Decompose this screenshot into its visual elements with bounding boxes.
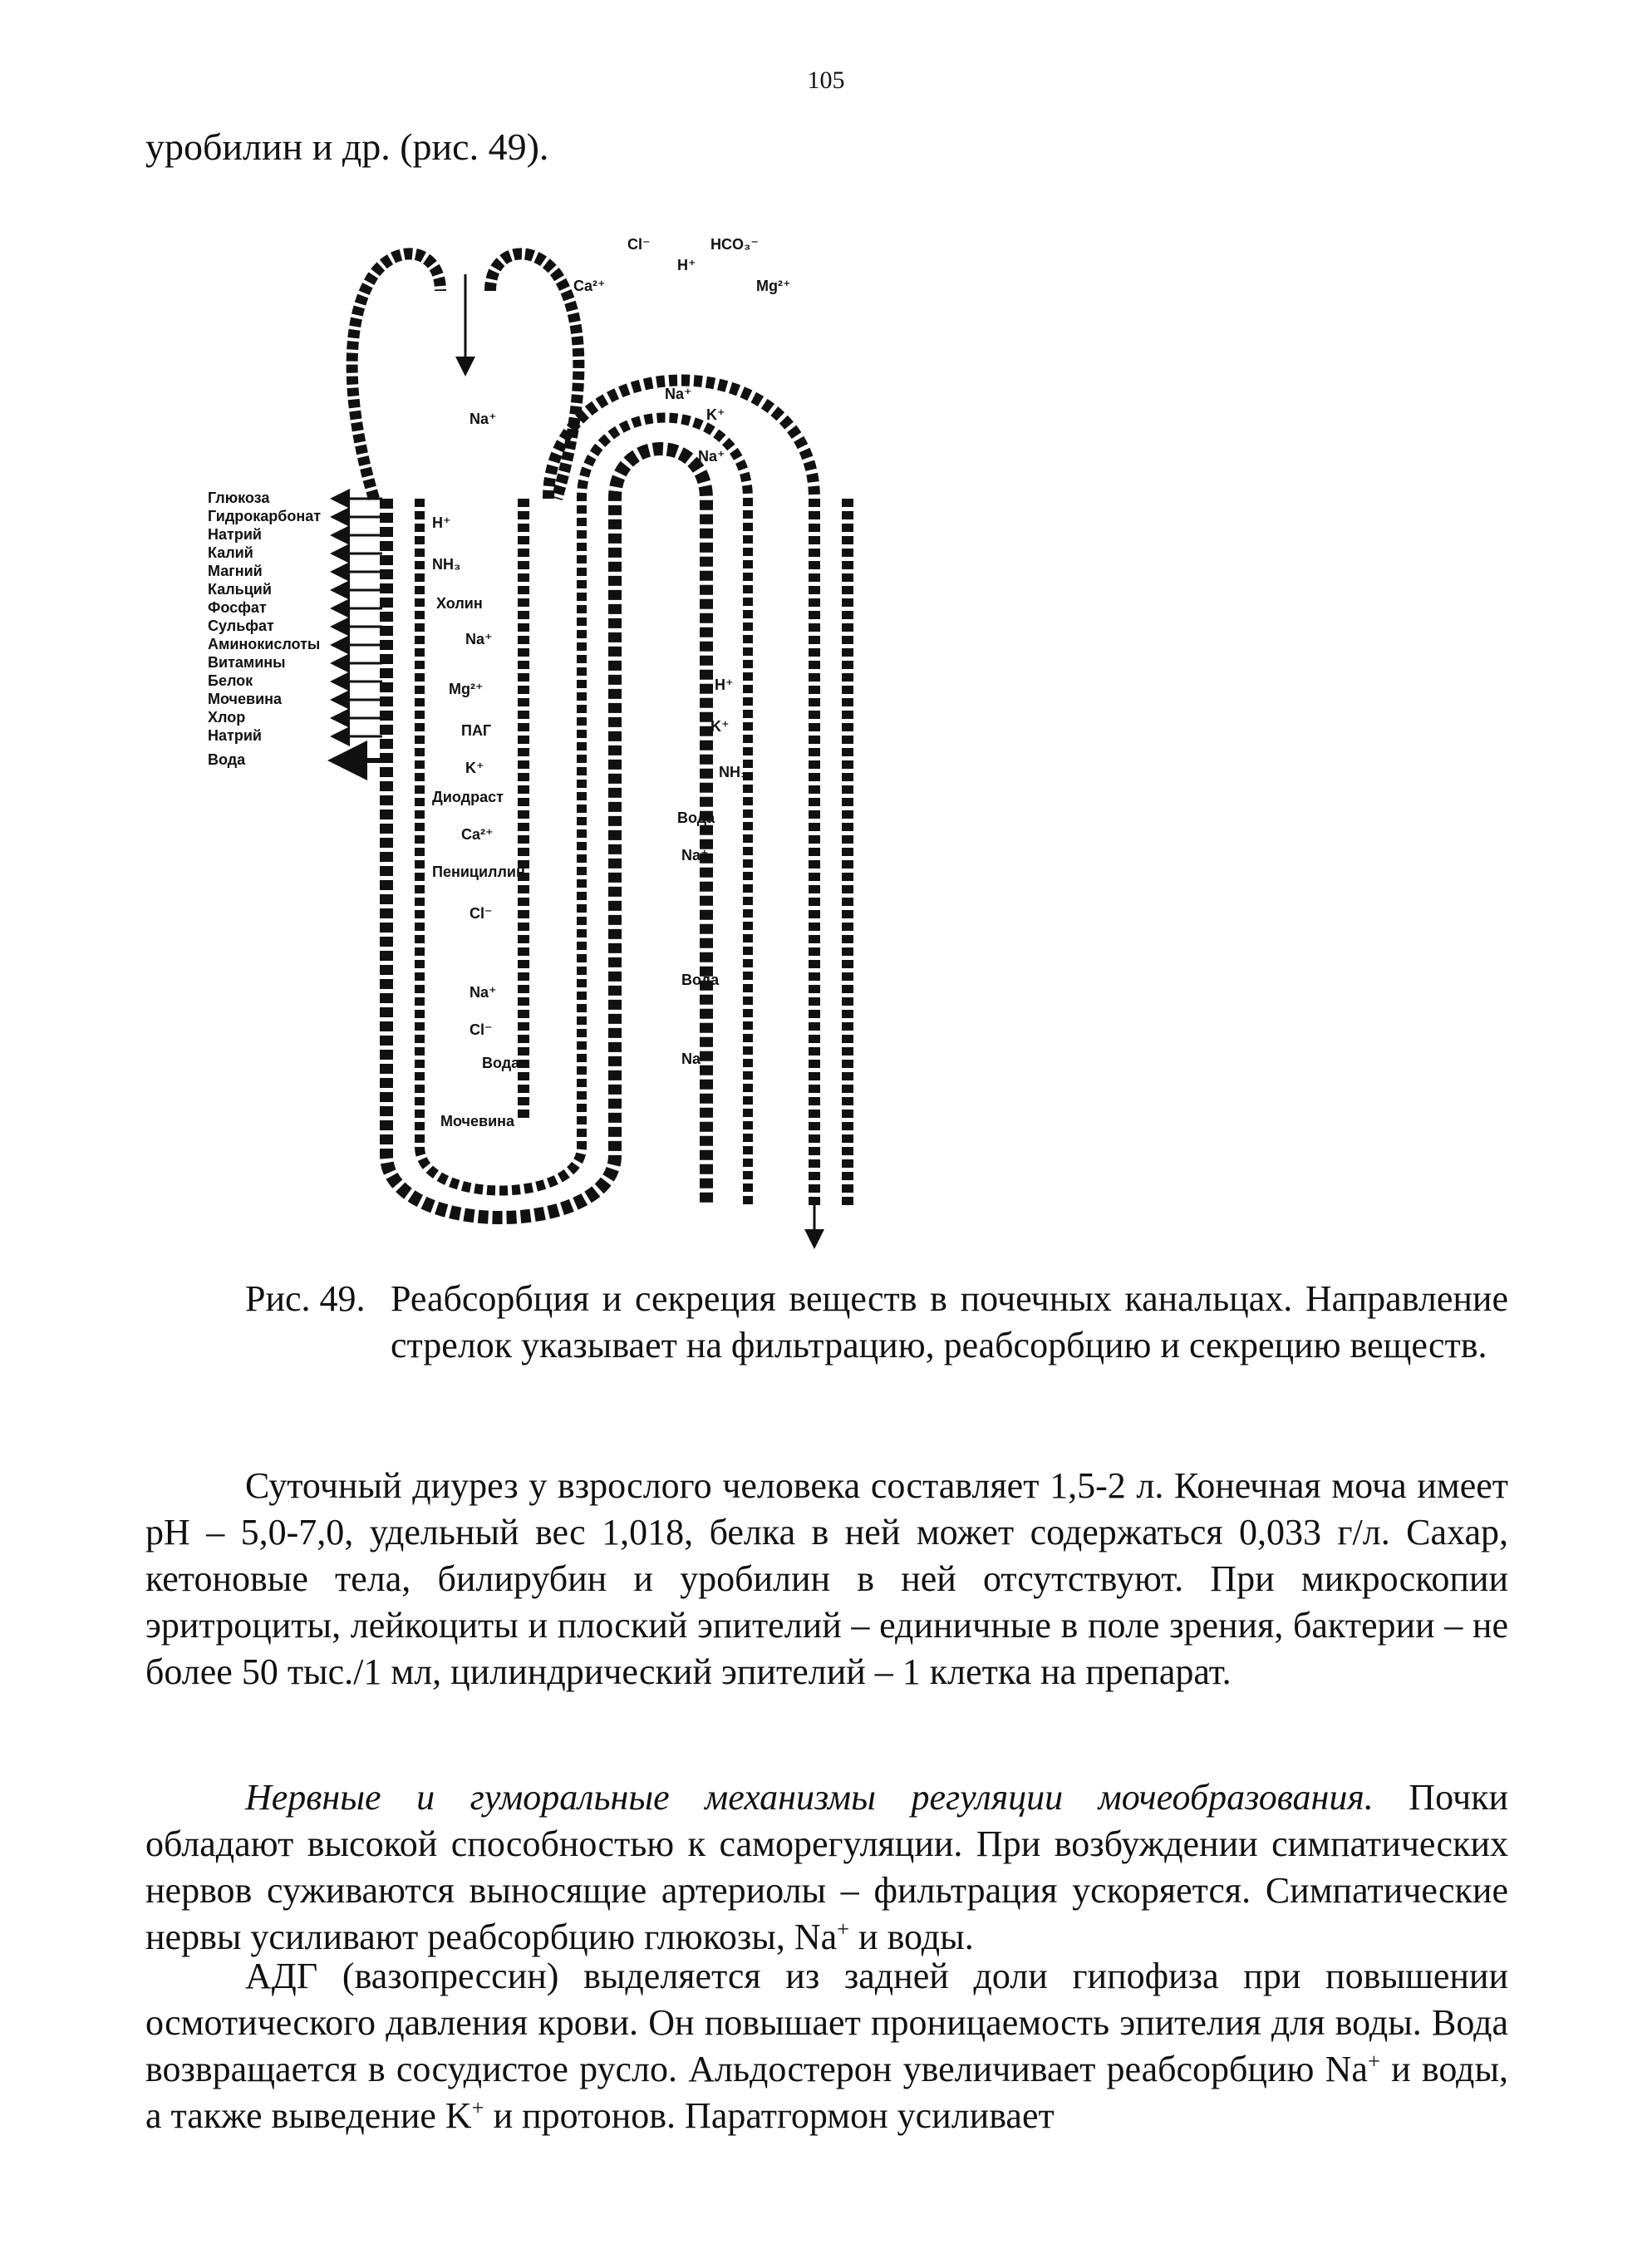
label-chloride: Хлор [208,709,246,726]
label-vitamins: Витамины [208,654,286,671]
label-loop-cl: Cl⁻ [470,1021,493,1038]
label-mg: Mg²⁺ [449,681,484,697]
label-diodrast: Диодраст [432,789,504,805]
left-arrows [332,499,382,760]
sup-plus: + [837,1916,850,1941]
label-choline: Холин [436,595,483,612]
label-urea: Мочевина [208,691,283,707]
label-h: H⁺ [432,514,451,531]
lead-line: уробилин и др. (рис. 49). [145,125,549,168]
figure-caption [245,1276,1508,1369]
section-heading: Нервные и гуморальные механизмы регуляции мочеобразования. [245,1777,1374,1818]
nephron-svg [208,224,1147,1255]
label-distal-h: H⁺ [715,677,734,693]
caption-label: Рис. 49. [245,1278,366,1319]
label-k: K⁺ [465,760,484,776]
label-magnesium: Магний [208,563,263,579]
label-top-h: H⁺ [677,257,696,273]
label-top-hco3: HCO₃⁻ [710,236,759,253]
label-phosphate: Фосфат [208,599,267,616]
label-penicillin: Пенициллин [432,864,525,880]
label-loop-water: Вода [482,1055,520,1071]
regulation-text-a: Почки обладают высокой способностью к саморегуляции. При возбуждении симпатических нервов суживаются выносящие артериолы – фильтрация ускоряется. Симпатические нервы усиливают реабсорбцию глюкозы, Na [145,1777,1508,1957]
label-sodium-2: Натрий [208,727,262,744]
label-cl: Cl⁻ [470,905,493,922]
label-distal-water2: Вода [681,972,720,988]
label-potassium: Калий [208,544,253,561]
proximal-labels [432,514,525,922]
sup-plus-k: + [471,2094,484,2120]
label-nh3: NH₃ [432,556,461,573]
figure-nephron-diagram [208,224,1147,1255]
paragraph-diuresis: Суточный диурез у взрослого человека составляет 1,5-2 л. Конечная моча имеет pH – 5,0-7,0, удельный вес 1,018, белка в ней может содержаться 0,033 г/л. Сахар, кетоновые тела, билирубин и уробилин в ней отсутствуют. При микроскопии эритроциты, лейкоциты и плоский эпителий – единичные в поле зрения, бактерии – не более 50 тыс./1 мл, цилиндрический эпителий – 1 клетка на препарат. [145,1465,1508,1692]
label-amino-acids: Аминокислоты [208,636,321,652]
left-labels [208,490,321,768]
label-bicarbonate: Гидрокарбонат [208,508,322,524]
label-distal-k2: K⁺ [710,718,730,735]
label-sodium: Натрий [208,526,262,543]
page-number: 105 [807,66,845,94]
label-distal-na2: Na⁺ [681,847,709,864]
sup-plus-na: + [1367,2048,1380,2074]
label-na: Na⁺ [465,631,493,647]
label-loop-na-top: Na⁺ [470,411,497,427]
distal-tubule [524,381,848,1206]
regulation-text-b: и воды. [849,1917,974,1957]
label-sulfate: Сульфат [208,618,274,634]
label-water: Вода [208,751,246,768]
label-distal-k: K⁺ [706,406,725,423]
adh-text-b: и воды, а также выведение K [145,2049,1508,2136]
label-distal-water: Вода [677,810,715,826]
label-top-na: Na⁺ [665,386,692,402]
label-distal-na3: Na⁺ [681,1051,709,1067]
label-glucose: Глюкоза [208,490,270,506]
label-calcium: Кальций [208,581,272,598]
paragraph-regulation [145,1774,1508,1961]
adh-text-c: и протонов. Паратгормон усиливает [484,2095,1055,2136]
label-loop-na: Na⁺ [470,984,497,1001]
label-distal-na: Na⁺ [698,448,725,465]
label-pag: ПАГ [461,722,492,739]
label-ca: Ca²⁺ [461,826,494,843]
label-loop-urea: Мочевина [440,1113,515,1129]
label-top-ca: Ca²⁺ [573,278,606,294]
caption-text: Реабсорбция и секреция веществ в почечных канальцах. Направление стрелок указывает на фильтрацию, реабсорбцию и секрецию веществ. [391,1278,1508,1366]
label-distal-nh3: NH₃ [719,764,748,780]
label-top-mg: Mg²⁺ [756,278,791,294]
paragraph-adh [145,1953,1508,2139]
label-protein: Белок [208,672,253,689]
adh-text-a: АДГ (вазопрессин) выделяется из задней доли гипофиза при повышении осмотического давления крови. Он повышает проницаемость эпителия для воды. Вода возвращается в сосудистое русло. Альдостерон увеличивает реабсорбцию Na [145,1956,1508,2089]
label-top-cl: Cl⁻ [627,236,651,253]
